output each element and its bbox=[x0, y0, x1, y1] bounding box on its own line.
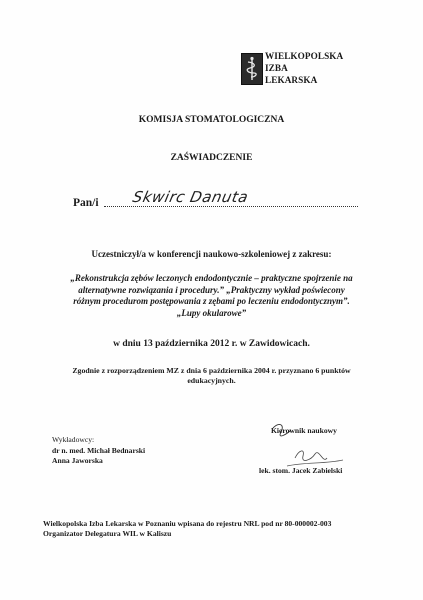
recipient-name-handwritten: Skwirc Danuta bbox=[131, 188, 251, 206]
date-and-place: w dniu 13 października 2012 r. w Zawidowicach. bbox=[113, 339, 310, 349]
topic-line: alternatywne rozwiązania i procedury.” „Praktyczny wykład poświecony bbox=[78, 284, 345, 295]
scientific-head-name: lek. stom. Jacek Zabielski bbox=[259, 466, 343, 475]
chamber-name-line3: LEKARSKA bbox=[265, 75, 318, 85]
attendance-statement: Uczestniczył/a w konferencji naukowo-szkoleniowej z zakresu: bbox=[91, 249, 332, 259]
chamber-name-line1: WIELKOPOLSKA bbox=[265, 51, 344, 61]
conference-topic bbox=[44, 273, 379, 319]
topic-line: różnym procedurom postępowania z zębami po leczeniu endodontycznym”. bbox=[73, 296, 350, 306]
lecturer-name: dr n. med. Michał Bednarski bbox=[52, 445, 146, 455]
lecturers-label: Wykładowcy: bbox=[52, 435, 95, 444]
footer-note bbox=[43, 519, 331, 539]
chamber-name-line2: IZBA bbox=[265, 63, 288, 73]
topic-line: „Lupy okularowe” bbox=[176, 307, 247, 318]
regulation-note bbox=[70, 366, 353, 386]
chamber-name bbox=[265, 50, 343, 86]
chamber-logo-icon bbox=[241, 53, 263, 85]
scientific-head-title: Kierownik naukowy bbox=[271, 426, 337, 435]
recipient-dotted-line bbox=[104, 206, 358, 207]
regulation-line: Zgodnie z rozporządzeniem MZ z dnia 6 października 2004 r. przyznano 6 punktów bbox=[72, 366, 351, 375]
regulation-line: edukacyjnych. bbox=[187, 376, 236, 385]
footer-line: Wielkopolska Izba Lekarska w Poznaniu wpisana do rejestru NRL pod nr 80-000002-003 bbox=[43, 519, 332, 528]
footer-line: Organizator Delegatura WIL w Kaliszu bbox=[43, 529, 172, 538]
lecturers-block bbox=[52, 435, 145, 467]
topic-line: „Rekonstrukcja zębów leczonych endodontycznie – praktyczne spojrzenie na bbox=[70, 273, 353, 283]
lecturer-name: Anna Jaworska bbox=[52, 456, 103, 465]
committee-title: KOMISJA STOMATOLOGICZNA bbox=[138, 115, 285, 125]
recipient-label: Pan/i bbox=[73, 197, 99, 209]
certificate-title: ZAŚWIADCZENIE bbox=[170, 153, 253, 163]
